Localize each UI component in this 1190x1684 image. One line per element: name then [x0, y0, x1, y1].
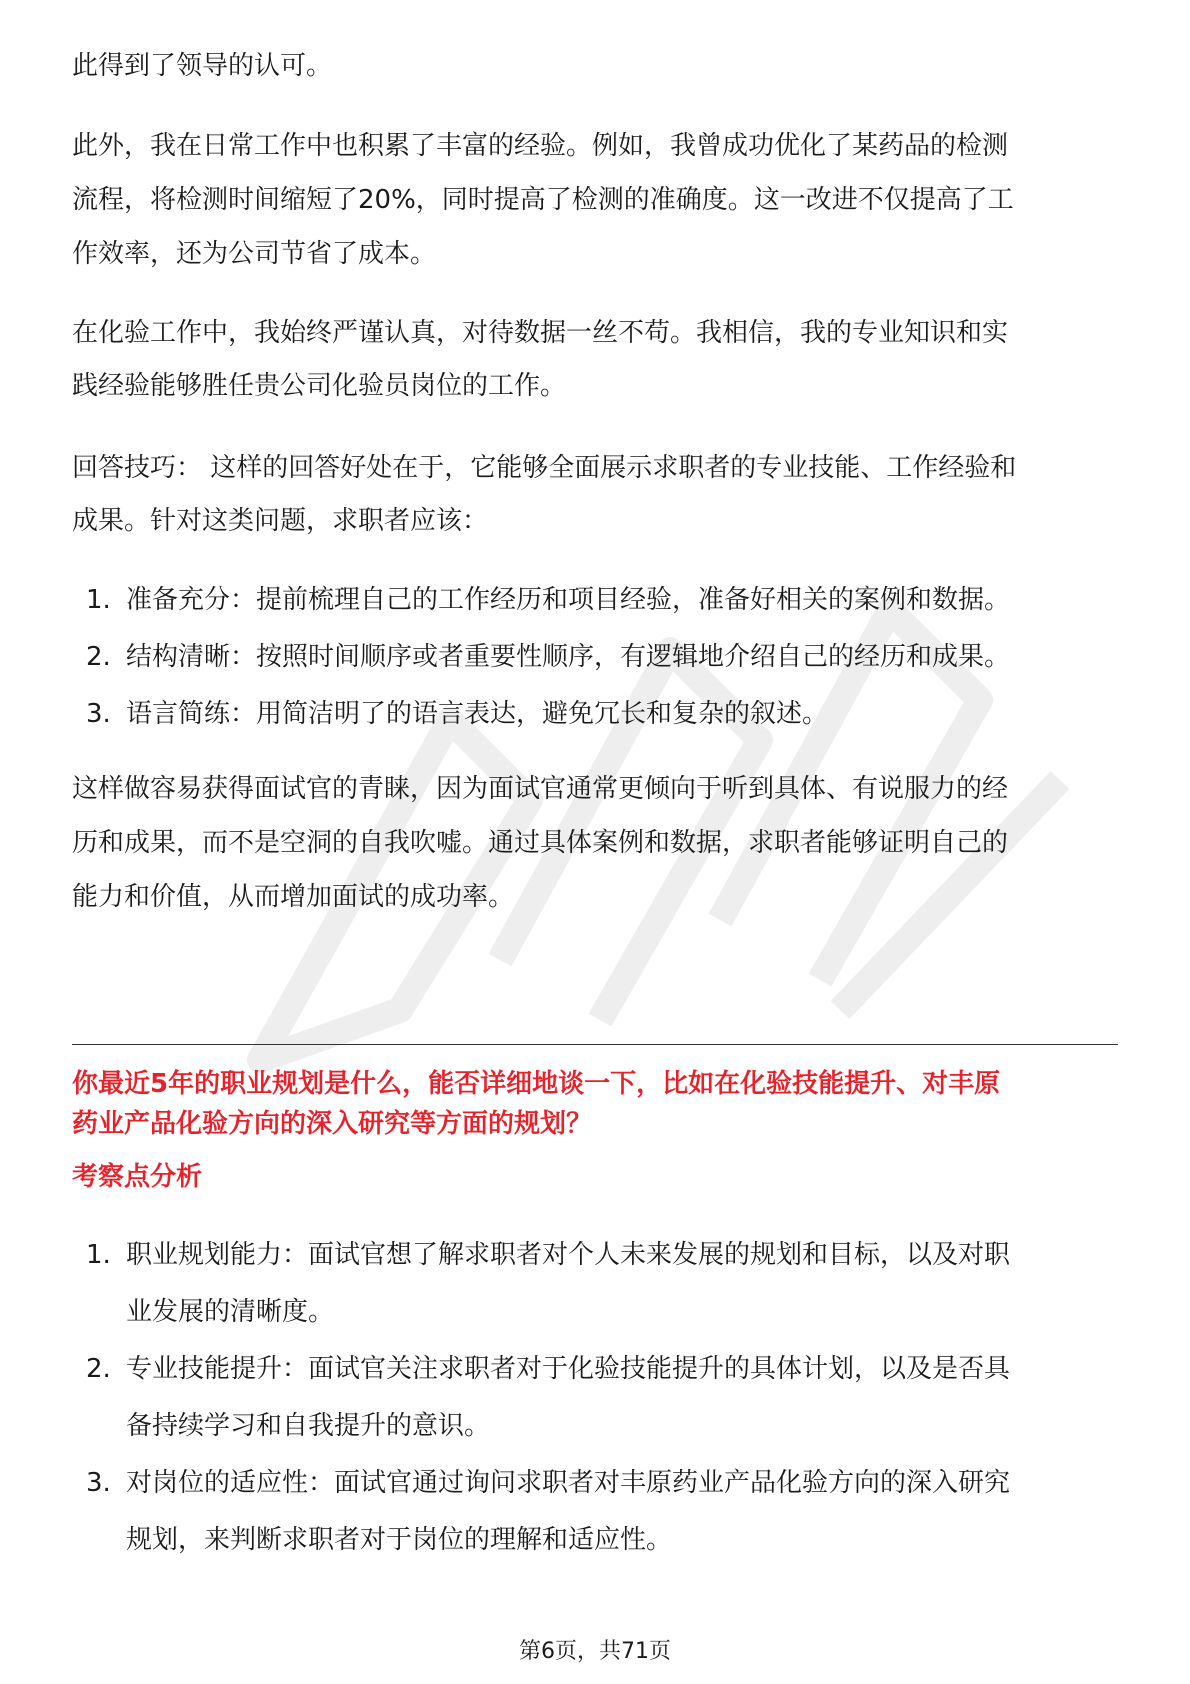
section-divider: [72, 1044, 1118, 1045]
analysis-list: [72, 1227, 1118, 1569]
paragraph-line: 能力和价值，从而增加面试的成功率。: [72, 882, 515, 912]
list-item: [72, 1227, 1118, 1341]
question-line: 你最近5年的职业规划是什么，能否详细地谈一下，比如在化验技能提升、对丰原: [72, 1069, 1001, 1099]
paragraph-line: 践经验能够胜任贵公司化验员岗位的工作。: [72, 371, 567, 401]
paragraph-line: 这样做容易获得面试官的青睐，因为面试官通常更倾向于听到具体、有说服力的经: [72, 774, 1009, 804]
list-item: [72, 686, 1118, 743]
list-number: 3.: [86, 699, 111, 729]
list-number: 1.: [86, 1240, 111, 1270]
list-number: 3.: [86, 1468, 111, 1498]
list-item-text: 结构清晰：按照时间顺序或者重要性顺序，有逻辑地介绍自己的经历和成果。: [126, 642, 1011, 672]
answer-tip-line: 成果。针对这类问题，求职者应该：: [72, 506, 489, 536]
page-number: 第6页，共71页: [519, 1639, 671, 1664]
list-item-line: 业发展的清晰度。: [126, 1297, 335, 1327]
paragraph-line: 历和成果，而不是空洞的自我吹嘘。通过具体案例和数据，求职者能够证明自己的: [72, 828, 1009, 858]
paragraph-line: 作效率，还为公司节省了成本。: [72, 239, 437, 269]
list-item: [72, 572, 1118, 629]
paragraph-line: 流程，将检测时间缩短了20%，同时提高了检测的准确度。这一改进不仅提高了工: [72, 185, 1014, 215]
list-item: [72, 1455, 1118, 1569]
list-item-line: 职业规划能力：面试官想了解求职者对个人未来发展的规划和目标，以及对职: [126, 1240, 1011, 1270]
list-item-line: 规划，来判断求职者对于岗位的理解和适应性。: [126, 1525, 673, 1555]
question-heading: [72, 1064, 1118, 1144]
list-number: 1.: [86, 585, 111, 615]
paragraph-line: 此得到了领导的认可。: [72, 51, 333, 81]
list-item-line: 专业技能提升：面试官关注求职者对于化验技能提升的具体计划，以及是否具: [126, 1354, 1011, 1384]
list-item-text: 准备充分：提前梳理自己的工作经历和项目经验，准备好相关的案例和数据。: [126, 585, 1011, 615]
analysis-title: 考察点分析: [72, 1162, 203, 1192]
list-number: 2.: [86, 1354, 111, 1384]
tips-list: [72, 572, 1118, 743]
list-item-line: 备持续学习和自我提升的意识。: [126, 1411, 491, 1441]
list-item: [72, 1341, 1118, 1455]
list-item: [72, 629, 1118, 686]
list-item-text: 语言简练：用简洁明了的语言表达，避免冗长和复杂的叙述。: [126, 699, 829, 729]
paragraph-line: 在化验工作中，我始终严谨认真，对待数据一丝不苟。我相信，我的专业知识和实: [72, 318, 1009, 348]
paragraph-line: 此外，我在日常工作中也积累了丰富的经验。例如，我曾成功优化了某药品的检测: [72, 131, 1009, 161]
list-item-line: 对岗位的适应性：面试官通过询问求职者对丰原药业产品化验方向的深入研究: [126, 1468, 1011, 1498]
answer-tip-line: 回答技巧： 这样的回答好处在于，它能够全面展示求职者的专业技能、工作经验和: [72, 453, 1017, 483]
question-line: 药业产品化验方向的深入研究等方面的规划？: [72, 1109, 593, 1139]
list-number: 2.: [86, 642, 111, 672]
